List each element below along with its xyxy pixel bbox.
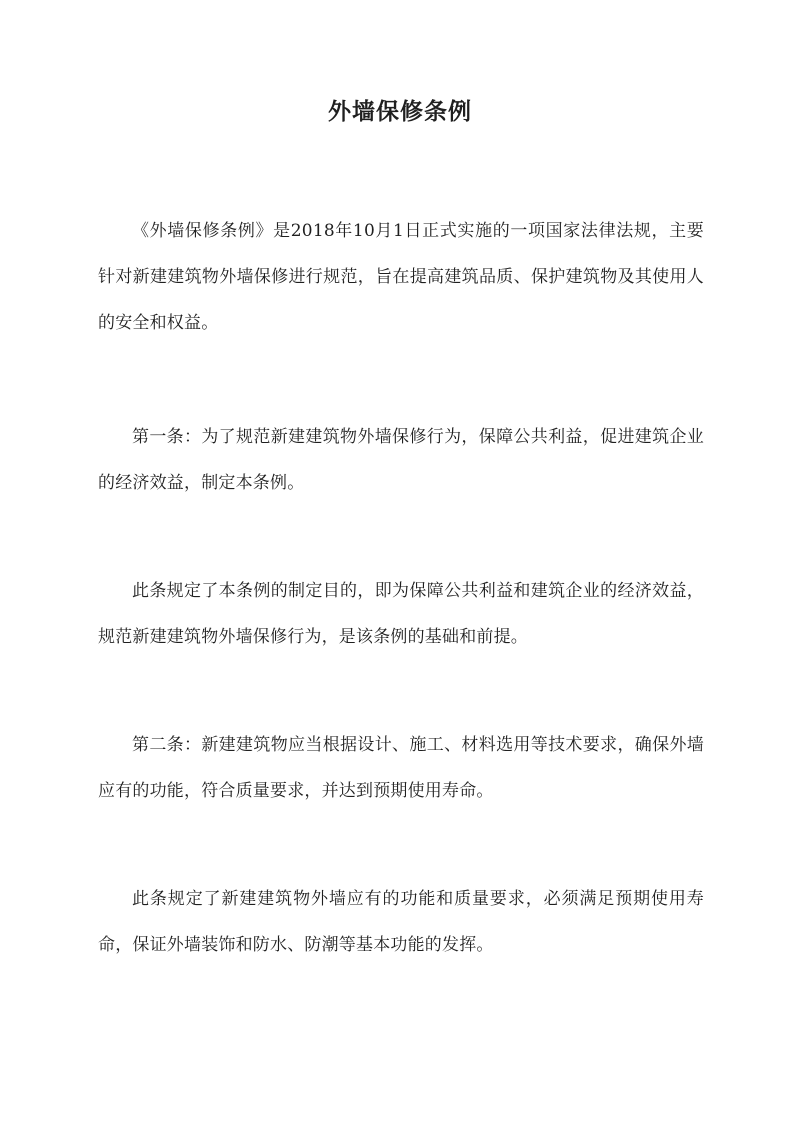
paragraph-intro: 《外墙保修条例》是2018年10月1日正式实施的一项国家法律法规，主要针对新建建筑物外墙保修进行规范，旨在提高建筑品质、保护建筑物及其使用人的安全和权益。	[98, 221, 704, 333]
paragraph-article-1-explanation: 此条规定了本条例的制定目的，即为保障公共利益和建筑企业的经济效益，规范新建建筑物外墙保修行为，是该条例的基础和前提。	[98, 581, 704, 647]
document-title: 外墙保修条例	[328, 98, 472, 125]
paragraph-article-2-explanation: 此条规定了新建建筑物外墙应有的功能和质量要求，必须满足预期使用寿命，保证外墙装饰和防水、防潮等基本功能的发挥。	[98, 889, 704, 955]
paragraph-article-2: 第二条：新建建筑物应当根据设计、施工、材料选用等技术要求，确保外墙应有的功能，符合质量要求，并达到预期使用寿命。	[98, 735, 704, 801]
paragraph-article-1: 第一条：为了规范新建建筑物外墙保修行为，保障公共利益，促进建筑企业的经济效益，制定本条例。	[98, 427, 704, 493]
